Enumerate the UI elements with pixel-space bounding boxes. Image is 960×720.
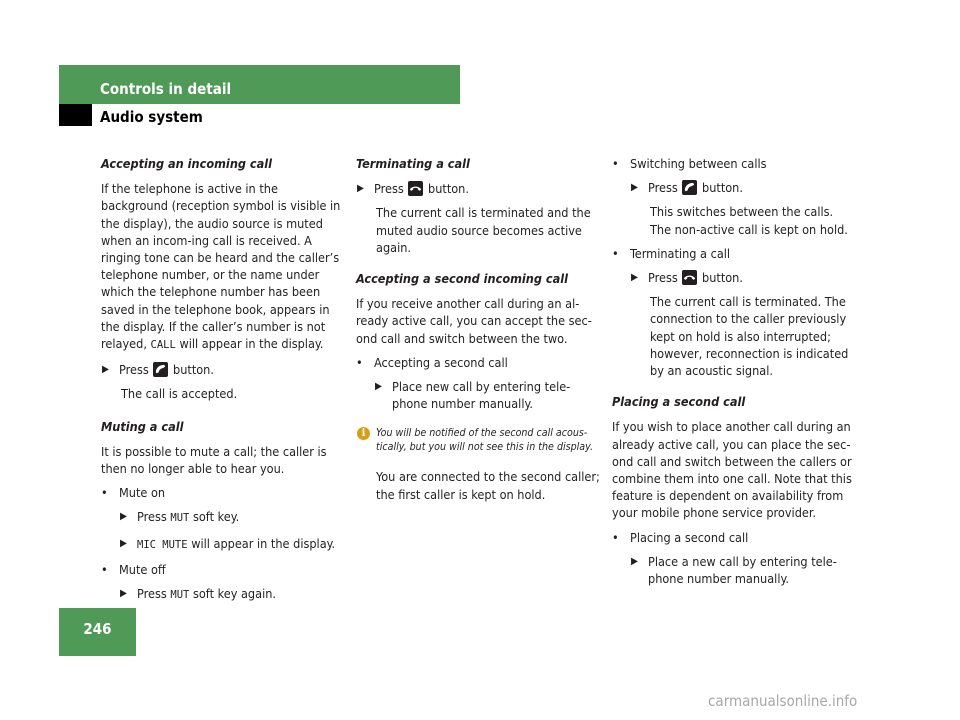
column-3 — [612, 155, 857, 594]
arrow-icon: ▶ — [357, 183, 364, 195]
switch-text: This switches between the calls. The non-active call is kept on hold. — [650, 204, 848, 237]
terminate-both-text: The current call is terminated. The connection to the caller previously kept on hold is also interrupted; however, reconnection is indicated by an acoustic signal. — [650, 294, 849, 379]
step-press-send: ▶ Press button. — [102, 362, 214, 378]
heading-terminating-call: Terminating a call — [356, 156, 470, 171]
column-1 — [101, 155, 346, 611]
bullet-accept-second: • Accepting a second call — [356, 354, 508, 370]
paragraph-second-incoming: If you receive another call during an al-ready active call, you can accept the sec-ond call and switch between the two. — [356, 296, 592, 346]
step-press-end: ▶ Press button. — [357, 181, 469, 197]
step-press-send-switch: ▶ Press button. — [631, 180, 743, 196]
code-mut: MUT — [170, 512, 190, 525]
arrow-icon: ▶ — [631, 182, 638, 194]
bullet-placing-second: • Placing a second call — [612, 529, 749, 545]
step-press-end-terminate: ▶ Press button. — [631, 270, 743, 286]
phone-hangup-icon — [408, 181, 423, 196]
watermark: carmanualsonline.info — [708, 692, 858, 710]
page-number-box — [59, 608, 136, 656]
paragraph-accepting-call: If the telephone is active in the background (reception symbol is visible in the display), the audio source is muted when an incom-ing call is received. A ringing tone can be heard and the caller’s telephone number, or the name under which the telephone number has been saved in the telephone book, appears in the display. If the caller’s number is not relayed, CALL will appear in the display. — [101, 181, 341, 352]
bullet-mute-off: • Mute off — [101, 561, 166, 577]
phone-pickup-icon — [682, 180, 697, 195]
header-marker — [59, 104, 92, 126]
code-mic-mute: MIC MUTE — [137, 538, 188, 551]
heading-placing-second: Placing a second call — [612, 394, 746, 410]
bullet-terminating: • Terminating a call — [612, 245, 731, 261]
arrow-icon: ▶ — [375, 381, 382, 393]
bullet-mute-on: • Mute on — [101, 485, 166, 501]
code-call: CALL — [150, 339, 176, 352]
bullet-icon: • — [612, 529, 619, 545]
arrow-icon: ▶ — [631, 272, 638, 284]
step-place-new-call: ▶ Place a new call by entering tele-phone number manually. — [631, 553, 837, 587]
heading-accepting-call: Accepting an incoming call — [101, 156, 273, 171]
arrow-icon: ▶ — [631, 555, 638, 567]
phone-pickup-icon — [153, 362, 168, 377]
code-mut: MUT — [170, 589, 190, 602]
step-place-new-call: ▶ Place new call by entering tele-phone number manually. — [375, 379, 571, 412]
arrow-icon: ▶ — [120, 511, 127, 523]
bullet-switching: • Switching between calls — [612, 156, 767, 171]
bullet-icon: • — [612, 245, 619, 261]
step-mic-mute: ▶ MIC MUTE will appear in the display. — [120, 535, 336, 551]
paragraph-placing-second: If you wish to place another call during an already active call, you can place the sec-ond call and switch between the callers or combine them into one call. Note that this feature is dependent on availability from your mobile phone service provider. — [612, 419, 852, 521]
step-press-mut-again: ▶ Press MUT soft key again. — [120, 586, 276, 602]
column-2 — [356, 155, 602, 510]
bullet-icon: • — [101, 485, 108, 501]
heading-muting-call: Muting a call — [101, 418, 184, 434]
step-press-mut: ▶ Press MUT soft key. — [120, 509, 240, 525]
call-accepted-text: The call is accepted. — [121, 386, 238, 402]
info-icon: i — [357, 427, 370, 440]
arrow-icon: ▶ — [120, 537, 127, 549]
connected-text: You are connected to the second caller; the first caller is kept on hold. — [376, 469, 600, 502]
section-title: Controls in detail — [100, 80, 232, 98]
subsection-title: Audio system — [100, 108, 203, 126]
arrow-icon: ▶ — [102, 364, 109, 376]
info-note: i You will be notified of the second call acous-tically, but you will not see this in the display. — [356, 426, 602, 454]
phone-hangup-icon — [682, 270, 697, 285]
arrow-icon: ▶ — [120, 588, 127, 600]
heading-second-incoming: Accepting a second incoming call — [356, 271, 569, 287]
terminated-text: The current call is terminated and the muted audio source becomes active again. — [376, 205, 591, 255]
paragraph-muting: It is possible to mute a call; the caller is then no longer able to hear you. — [101, 443, 327, 477]
page-number: 246 — [83, 620, 112, 638]
bullet-icon: • — [356, 354, 363, 370]
bullet-icon: • — [101, 561, 108, 577]
bullet-icon: • — [612, 156, 619, 171]
